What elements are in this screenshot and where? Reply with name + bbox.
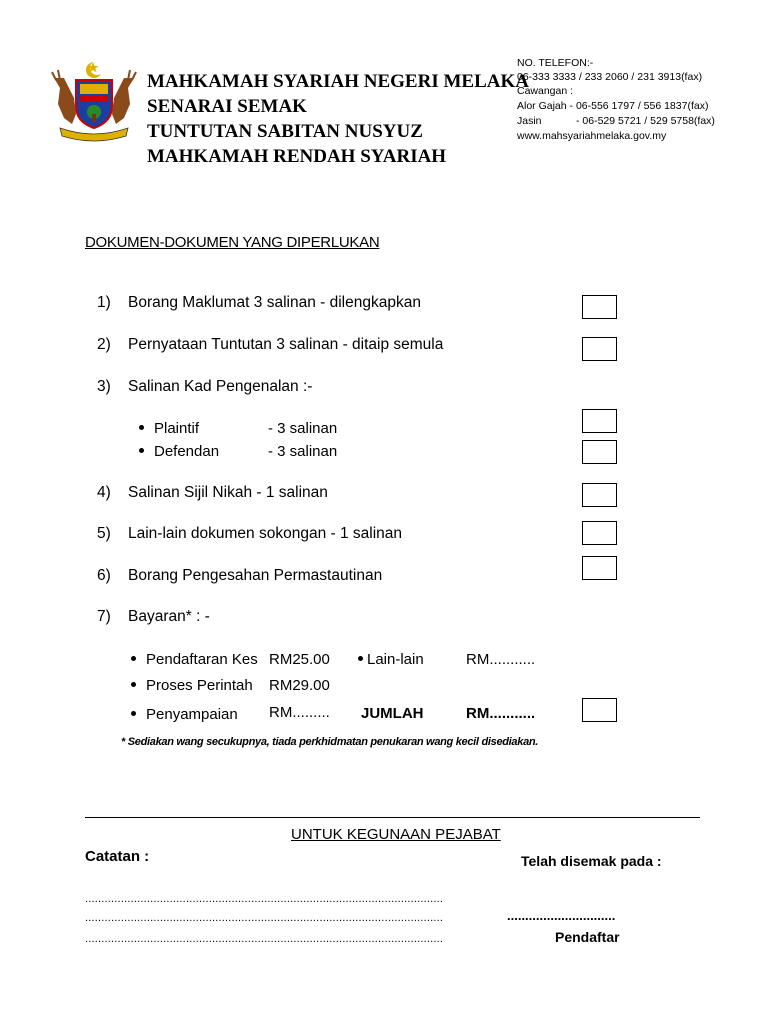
ic-plaintif-checkbox[interactable] <box>582 409 617 433</box>
payment-label: Pendaftaran Kes <box>146 651 258 668</box>
item-checkbox[interactable] <box>582 337 617 361</box>
total-label: JUMLAH <box>361 705 424 722</box>
signature-line[interactable]: .............................. <box>507 908 616 923</box>
court-title: MAHKAMAH SYARIAH NEGERI MELAKA <box>147 71 529 92</box>
item-number: 2) <box>97 336 111 353</box>
payment-amount: RM29.00 <box>269 677 330 694</box>
payment-row <box>131 706 238 723</box>
ic-party-label: Defendan <box>154 443 220 460</box>
bullet-icon <box>131 682 136 687</box>
bullet-icon <box>139 448 144 453</box>
section-title: DOKUMEN-DOKUMEN YANG DIPERLUKAN <box>85 234 380 251</box>
payment-row <box>131 651 258 668</box>
payment-label: Proses Perintah <box>146 677 253 694</box>
branch-alor-gajah: Alor Gajah - 06-556 1797 / 556 1837(fax) <box>517 100 709 112</box>
payment-row <box>358 651 424 668</box>
payment-amount: RM........... <box>466 651 536 668</box>
ic-copies-count: - 3 salinan <box>268 443 338 460</box>
bullet-icon <box>139 425 144 430</box>
item-number: 5) <box>97 525 111 542</box>
melaka-crest-icon <box>46 58 142 144</box>
ic-party-bullet <box>139 420 199 437</box>
notes-label: Catatan : <box>85 848 150 865</box>
item-text: Borang Pengesahan Permastautinan <box>128 567 383 584</box>
court-level-title: MAHKAMAH RENDAH SYARIAH <box>147 146 447 167</box>
item-text: Pernyataan Tuntutan 3 salinan - ditaip semula <box>128 336 444 353</box>
notes-line[interactable]: .............................................................................................................. <box>85 912 444 924</box>
item-checkbox[interactable] <box>582 556 617 580</box>
total-amount: RM........... <box>466 705 536 722</box>
bullet-icon <box>358 656 363 661</box>
item-number: 4) <box>97 484 111 501</box>
notes-line[interactable]: .............................................................................................................. <box>85 933 444 945</box>
item-checkbox[interactable] <box>582 483 617 507</box>
notes-line[interactable]: .............................................................................................................. <box>85 893 444 905</box>
item-number: 7) <box>97 608 111 625</box>
item-text: Salinan Kad Pengenalan :- <box>128 378 313 395</box>
payment-amount: RM......... <box>269 704 330 721</box>
payment-label: Penyampaian <box>146 706 238 723</box>
payment-amount: RM25.00 <box>269 651 330 668</box>
bullet-icon <box>131 656 136 661</box>
item-checkbox[interactable] <box>582 521 617 545</box>
ic-defendan-checkbox[interactable] <box>582 440 617 464</box>
item-text: Borang Maklumat 3 salinan - dilengkapkan <box>128 294 421 311</box>
item-number: 3) <box>97 378 111 395</box>
section-divider <box>85 817 700 818</box>
telephone-label: NO. TELEFON:- <box>517 57 594 69</box>
main-phone-numbers: 06-333 3333 / 233 2060 / 231 3913(fax) <box>517 71 703 83</box>
ic-copies-count: - 3 salinan <box>268 420 338 437</box>
item-checkbox[interactable] <box>582 295 617 319</box>
item-text: Lain-lain dokumen sokongan - 1 salinan <box>128 525 403 542</box>
claim-type-title: TUNTUTAN SABITAN NUSYUZ <box>147 121 423 142</box>
branch-label: Cawangan : <box>517 85 574 97</box>
item-text: Bayaran* : - <box>128 608 210 625</box>
ic-party-label: Plaintif <box>154 420 200 437</box>
branch-jasin-numbers: - 06-529 5721 / 529 5758(fax) <box>576 115 715 127</box>
payment-checkbox[interactable] <box>582 698 617 722</box>
payment-row <box>131 677 253 694</box>
branch-jasin-name: Jasin <box>517 115 542 127</box>
ic-party-bullet <box>139 443 219 460</box>
registrar-label: Pendaftar <box>555 929 620 945</box>
website-link[interactable]: www.mahsyariahmelaka.gov.my <box>517 130 667 142</box>
item-number: 1) <box>97 294 111 311</box>
office-use-title: UNTUK KEGUNAAN PEJABAT <box>291 826 501 843</box>
checklist-title: SENARAI SEMAK <box>147 96 307 117</box>
item-number: 6) <box>97 567 111 584</box>
payment-note: * Sediakan wang secukupnya, tiada perkhidmatan penukaran wang kecil disediakan. <box>121 736 539 748</box>
payment-label: Lain-lain <box>367 651 424 668</box>
checked-on-label: Telah disemak pada : <box>521 853 662 869</box>
bullet-icon <box>131 711 136 716</box>
item-text: Salinan Sijil Nikah - 1 salinan <box>128 484 328 501</box>
